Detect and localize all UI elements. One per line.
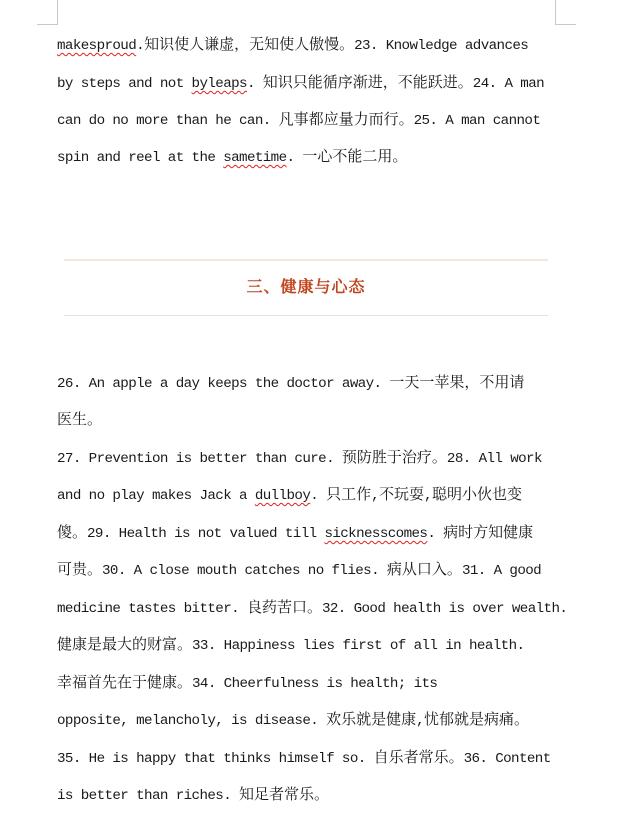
text-run: 35. He is happy that thinks himself so. 自乐者常乐。36. Content (57, 748, 551, 767)
text-run: 傻。29. Health is not valued till (57, 523, 325, 542)
text-line (57, 72, 544, 94)
text-run: 健康是最大的财富。33. Happiness lies first of all in health. (57, 635, 525, 654)
spellcheck-word: byleaps (191, 76, 247, 92)
spellcheck-word: sametime (223, 150, 287, 166)
text-run: .知识使人谦虚，无知使人傲慢。23. Knowledge advances (136, 35, 529, 54)
text-run: 可贵。30. A close mouth catches no flies. 病从口入。31. A good (57, 560, 542, 579)
text-run: 幸福首先在于健康。34. Cheerfulness is health; its (57, 673, 438, 692)
text-line (57, 522, 533, 544)
text-line (57, 672, 437, 694)
text-run: . 病时方知健康 (427, 523, 534, 542)
text-line (57, 709, 529, 731)
text-run: 26. An apple a day keeps the doctor away. 一天一苹果，不用请 (57, 373, 525, 392)
text-line (57, 559, 541, 581)
text-line (57, 447, 542, 469)
text-line (57, 146, 407, 168)
text-run: by steps and not (57, 76, 192, 92)
spellcheck-word: dullboy (254, 488, 311, 504)
text-run: is better than riches. 知足者常乐。 (57, 785, 330, 804)
text-run: . 只工作,不玩耍,聪明小伙也变 (310, 485, 522, 504)
crop-mark-top-right (555, 0, 576, 25)
text-run: spin and reel at the (57, 150, 224, 166)
text-run: 27. Prevention is better than cure. 预防胜于治疗。28. All work (57, 448, 542, 467)
text-line (57, 597, 567, 619)
text-run: . 一心不能二用。 (286, 147, 408, 166)
text-run: medicine tastes bitter. 良药苦口。32. Good health is over wealth. (57, 598, 568, 617)
crop-mark-top-left (37, 0, 58, 25)
text-run: and no play makes Jack a (57, 488, 255, 504)
text-run: . 知识只能循序渐进，不能跃进。24. A man (246, 73, 545, 92)
heading-rule-bottom (64, 315, 548, 316)
text-line (57, 109, 540, 131)
spellcheck-word: makesproud (57, 38, 137, 54)
section-heading: 三、健康与心态 (246, 277, 366, 296)
text-line (57, 409, 102, 431)
text-line (57, 634, 524, 656)
text-line (57, 484, 522, 506)
text-line (57, 34, 528, 56)
text-run: 医生。 (57, 410, 103, 428)
heading-rule-top (64, 259, 548, 261)
text-line (57, 372, 524, 394)
spellcheck-word: sicknesscomes (324, 526, 428, 542)
text-line (57, 747, 551, 769)
text-run: can do no more than he can. 凡事都应量力而行。25. A man cannot (57, 110, 541, 129)
text-run: opposite, melancholy, is disease. 欢乐就是健康,忧郁就是病痛。 (57, 710, 530, 729)
text-line (57, 784, 329, 806)
